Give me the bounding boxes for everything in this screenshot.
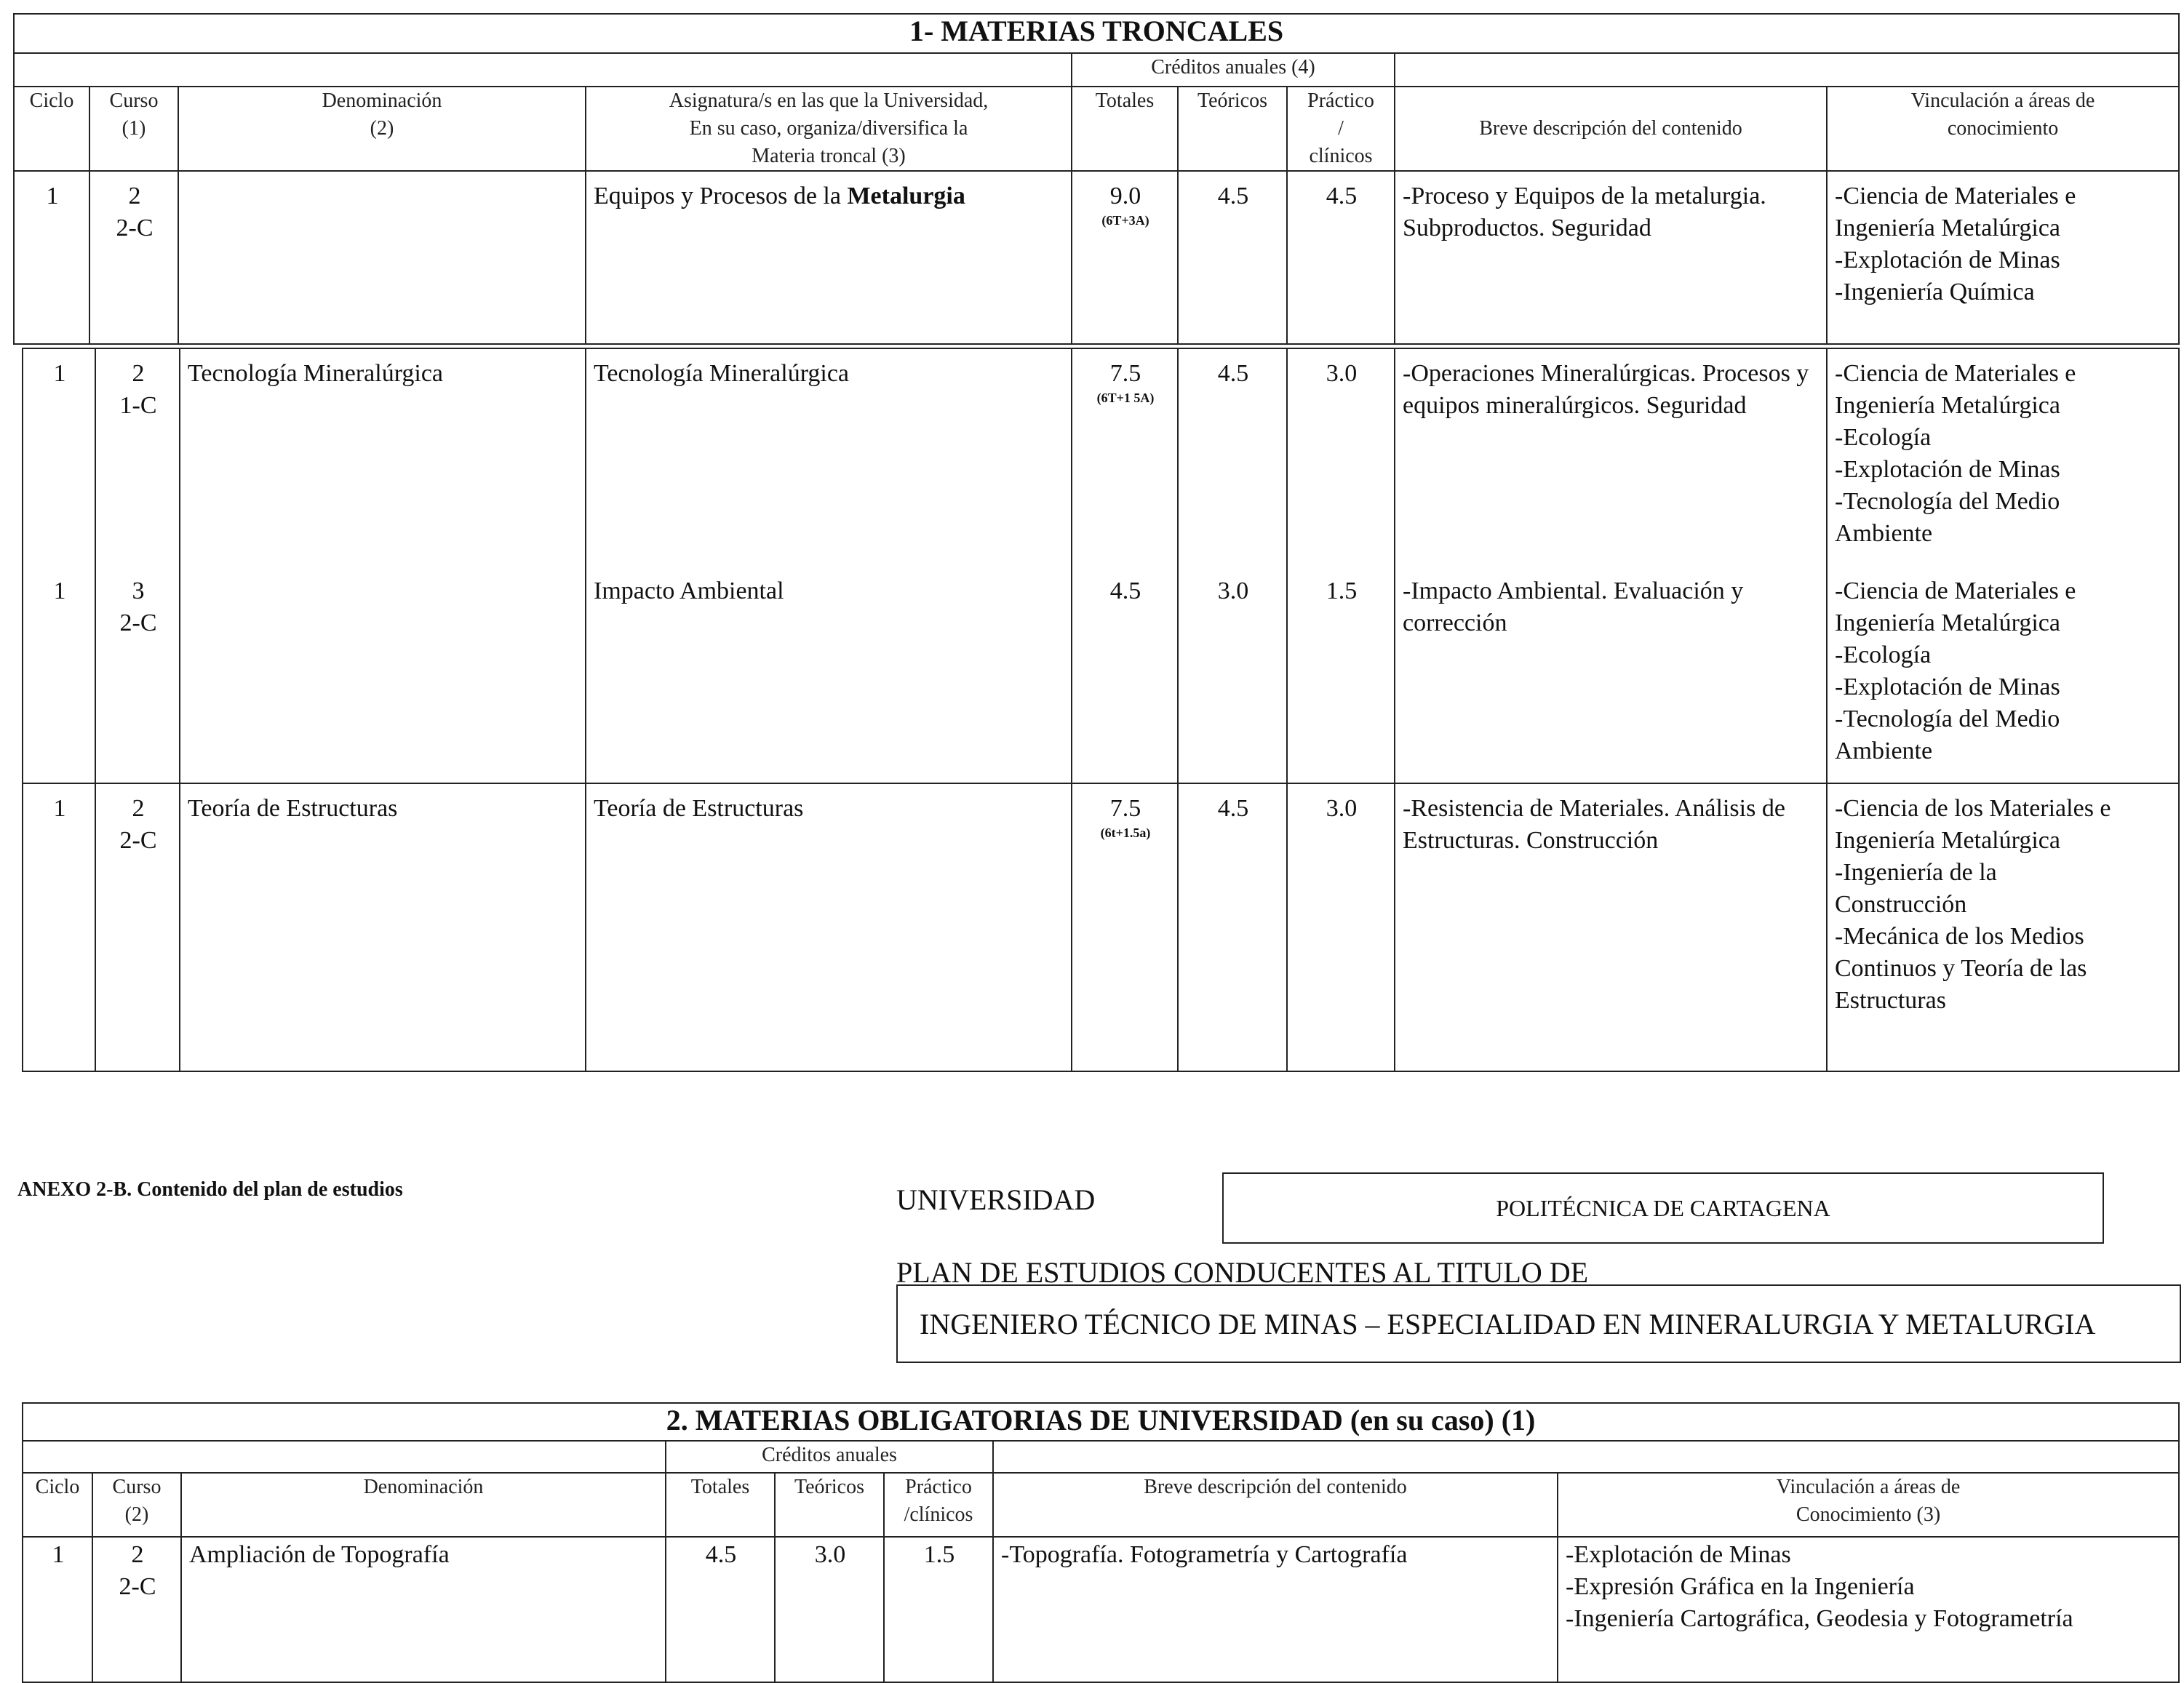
totales-cell [1072, 348, 1178, 567]
teoricos-header: Teóricos [1178, 87, 1287, 171]
practico-cell: 1.5 [1287, 567, 1395, 783]
ciclo-header: Ciclo [23, 1473, 92, 1537]
ciclo-cell: 1 [23, 783, 95, 1071]
titulo-box: INGENIERO TÉCNICO DE MINAS – ESPECIALIDAD EN MINERALURGIA Y METALURGIA [896, 1284, 2181, 1363]
curso-header: Curso (2) [92, 1473, 181, 1537]
teoricos-header: Teóricos [775, 1473, 884, 1537]
area-line: -Mecánica de los Medios [1835, 923, 2084, 950]
practico-cell: 3.0 [1287, 348, 1395, 567]
totales-value: 7.5 [1109, 360, 1141, 387]
area-line: -Explotación de Minas [1835, 456, 2060, 483]
area-line: Continuos y Teoría de las [1835, 955, 2087, 982]
ciclo-cell: 1 [14, 171, 89, 344]
totales-cell [1072, 783, 1178, 1071]
descripcion-header: Breve descripción del contenido [1395, 87, 1827, 171]
practico-header: Práctico /clínicos [884, 1473, 993, 1537]
area-line: -Ingeniería de la [1835, 859, 1997, 886]
ciclo-header: Ciclo [14, 87, 89, 171]
area-line: Ingeniería Metalúrgica [1835, 392, 2060, 419]
totales-cell [1072, 171, 1178, 344]
area-line: -Ingeniería Cartográfica, Geodesia y Fotogrametría [1566, 1605, 2073, 1632]
denominacion-cell: Tecnología Mineralúrgica [180, 348, 586, 567]
teoricos-cell: 3.0 [1178, 567, 1287, 783]
creditos-header: Créditos anuales (4) [1072, 53, 1395, 87]
section-title: 2. MATERIAS OBLIGATORIAS DE UNIVERSIDAD (en su caso) (1) [23, 1403, 2179, 1441]
curso-cell: 2 2-C [89, 171, 178, 344]
denominacion-cell: Teoría de Estructuras [180, 783, 586, 1071]
totales-cell: 4.5 [666, 1537, 775, 1682]
descripcion-cell: -Operaciones Mineralúrgicas. Procesos y equipos mineralúrgicos. Seguridad [1395, 348, 1827, 567]
vinculacion-header: Vinculación a áreas de conocimiento [1827, 87, 2179, 171]
area-line: Ingeniería Metalúrgica [1835, 215, 2060, 241]
asignatura-cell [586, 171, 1072, 344]
universidad-label: UNIVERSIDAD [896, 1183, 1096, 1216]
descripcion-cell: -Topografía. Fotogrametría y Cartografía [993, 1537, 1558, 1682]
table-row [14, 171, 2179, 344]
asignatura-cell: Teoría de Estructuras [586, 783, 1072, 1071]
areas-cell [1827, 567, 2179, 783]
area-line: -Ecología [1835, 424, 1932, 451]
denominacion-header: Denominación [181, 1473, 666, 1537]
table-row [23, 783, 2179, 1071]
descripcion-cell: -Resistencia de Materiales. Análisis de Estructuras. Construcción [1395, 783, 1827, 1071]
area-line: -Ciencia de los Materiales e [1835, 795, 2111, 822]
teoricos-cell: 4.5 [1178, 783, 1287, 1071]
totales-header: Totales [1072, 87, 1178, 171]
ciclo-cell: 1 [23, 1537, 92, 1682]
area-line: Ambiente [1835, 737, 1933, 764]
areas-cell [1827, 783, 2179, 1071]
denominacion-cell [178, 171, 586, 344]
area-line: -Tecnología del Medio [1835, 488, 2060, 515]
section-title: 1- MATERIAS TRONCALES [14, 14, 2179, 53]
area-line: -Ciencia de Materiales e [1835, 183, 2076, 209]
curso-cell: 2 2-C [95, 783, 180, 1071]
table-row [23, 1537, 2179, 1682]
obligatorias-table [22, 1402, 2180, 1683]
curso-cell: 2 2-C [92, 1537, 181, 1682]
practico-cell: 4.5 [1287, 171, 1395, 344]
asignatura-cell: Tecnología Mineralúrgica [586, 348, 1072, 567]
area-line: -Explotación de Minas [1566, 1541, 1791, 1568]
areas-cell [1827, 348, 2179, 567]
totales-sub: (6T+3A) [1101, 213, 1149, 228]
descripcion-cell: -Proceso y Equipos de la metalurgia. Subproductos. Seguridad [1395, 171, 1827, 344]
teoricos-cell: 3.0 [775, 1537, 884, 1682]
creditos-header: Créditos anuales [666, 1441, 993, 1473]
teoricos-cell: 4.5 [1178, 171, 1287, 344]
totales-sub: (6t+1.5a) [1100, 825, 1151, 840]
area-line: Ingeniería Metalúrgica [1835, 827, 2060, 854]
area-line: -Ingeniería Química [1835, 279, 2035, 305]
curso-header: Curso (1) [89, 87, 178, 171]
teoricos-cell: 4.5 [1178, 348, 1287, 567]
totales-cell [1072, 567, 1178, 783]
ciclo-cell: 1 [23, 567, 95, 783]
area-line: -Expresión Gráfica en la Ingeniería [1566, 1573, 1915, 1600]
asignatura-bold-text: Metalurgia [847, 183, 965, 209]
universidad-box: POLITÉCNICA DE CARTAGENA [1222, 1172, 2104, 1244]
areas-cell [1827, 171, 2179, 344]
area-line: -Explotación de Minas [1835, 247, 2060, 273]
curso-cell: 2 1-C [95, 348, 180, 567]
areas-cell [1558, 1537, 2179, 1682]
plan-label: PLAN DE ESTUDIOS CONDUCENTES AL TITULO DE [896, 1256, 1589, 1289]
area-line: -Ecología [1835, 641, 1932, 668]
ciclo-cell: 1 [23, 348, 95, 567]
practico-cell: 1.5 [884, 1537, 993, 1682]
totales-sub: (6T+1 5A) [1096, 391, 1155, 405]
totales-value: 9.0 [1109, 183, 1141, 209]
asignaturas-header: Asignatura/s en las que la Universidad, En su caso, organiza/diversifica la Materia troncal (3) [586, 87, 1072, 171]
area-line: -Ciencia de Materiales e [1835, 360, 2076, 387]
descripcion-cell: -Impacto Ambiental. Evaluación y corrección [1395, 567, 1827, 783]
asignatura-text: Equipos y Procesos de la [594, 183, 848, 209]
denominacion-cell: Ampliación de Topografía [181, 1537, 666, 1682]
vinculacion-header: Vinculación a áreas de Conocimiento (3) [1558, 1473, 2179, 1537]
totales-value: 7.5 [1109, 795, 1141, 822]
practico-cell: 3.0 [1287, 783, 1395, 1071]
asignatura-cell: Impacto Ambiental [586, 567, 1072, 783]
troncales-table [13, 13, 2180, 345]
area-line: Ingeniería Metalúrgica [1835, 609, 2060, 636]
totales-value: 4.5 [1109, 577, 1141, 604]
denominacion-cell [180, 567, 586, 783]
area-line: Ambiente [1835, 520, 1933, 547]
totales-header: Totales [666, 1473, 775, 1537]
area-line: Construcción [1835, 891, 1967, 918]
practico-header: Práctico / clínicos [1287, 87, 1395, 171]
curso-cell: 3 2-C [95, 567, 180, 783]
area-line: -Tecnología del Medio [1835, 705, 2060, 732]
area-line: -Explotación de Minas [1835, 673, 2060, 700]
area-line: Estructuras [1835, 987, 1946, 1014]
area-line: -Ciencia de Materiales e [1835, 577, 2076, 604]
descripcion-header: Breve descripción del contenido [993, 1473, 1558, 1537]
annex-label: ANEXO 2-B. Contenido del plan de estudios [17, 1178, 403, 1201]
table-row [23, 567, 2179, 783]
table-row [23, 348, 2179, 567]
troncales-table-continued [22, 348, 2180, 1072]
denominacion-header: Denominación (2) [178, 87, 586, 171]
